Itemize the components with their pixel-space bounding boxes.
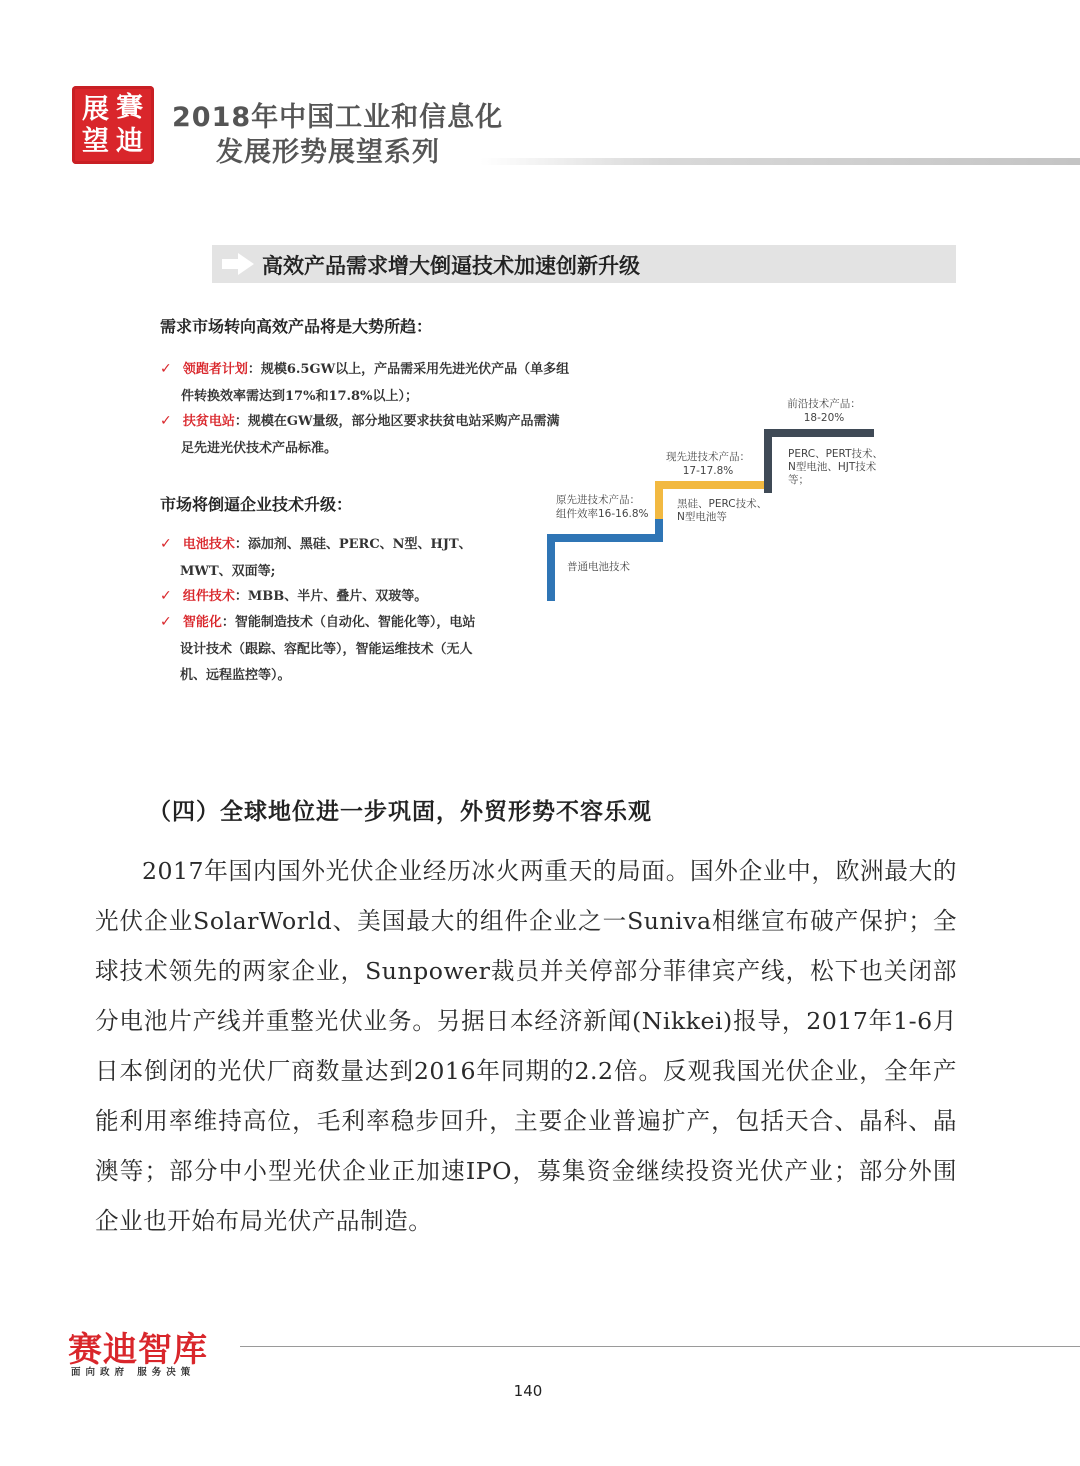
bullet-text: 件转换效率需达到17%和17.8%以上）； (181, 389, 418, 404)
bullet-label: 扶贫电站 (182, 414, 235, 429)
stair-inner-line: PERC、PERT技术、 (788, 448, 883, 460)
panel-heading-1: 需求市场转向高效产品将是大势所趋： (160, 317, 433, 336)
section-banner (212, 245, 956, 283)
header-title-line1: 2018年中国工业和信息化 (172, 102, 504, 133)
footer-tagline: 面向政府 服务决策 (71, 1367, 196, 1378)
bullet-label: 电池技术 (182, 537, 235, 552)
banner-title: 高效产品需求增大倒逼技术加速创新升级 (262, 254, 640, 278)
bullet-item (160, 533, 472, 552)
stair-label-line: 原先进技术产品： (556, 494, 640, 506)
stair-inner-2 (677, 498, 767, 524)
bullet-text: ：规模在GW量级，部分地区要求扶贫电站采购产品需满 (234, 414, 560, 429)
check-icon: ✓ (160, 413, 172, 429)
bullet-text: 设计技术（跟踪、容配比等），智能运维技术（无人 (180, 642, 473, 657)
bullet-item (160, 410, 560, 429)
footer-logo: 赛迪智库 (68, 1330, 208, 1370)
stair-inner-line: N型电池等 (677, 511, 727, 523)
bullet-text: ：MBB、半片、叠片、双玻等。 (234, 589, 428, 604)
bullet-text: 足先进光伏技术产品标准。 (181, 441, 338, 456)
check-icon: ✓ (160, 614, 172, 630)
stair-label-line: 18-20% (803, 412, 845, 424)
header-rule (480, 158, 1080, 165)
stair-inner-1: 普通电池技术 (567, 561, 630, 573)
bullet-text: ：添加剂、黑硅、PERC、N型、HJT、 (234, 537, 472, 552)
section-4-heading: （四）全球地位进一步巩固，外贸形势不容乐观 (148, 798, 652, 825)
arrow-right-icon (220, 252, 256, 276)
bullet-text: ：规模6.5GW以上，产品需采用先进光伏产品（单多组 (247, 362, 570, 377)
stair-inner-line: 黑硅、PERC技术、 (677, 498, 768, 510)
stair-label-3 (774, 397, 874, 425)
section-4-paragraph: 2017年国内国外光伏企业经历冰火两重天的局面。国外企业中，欧洲最大的光伏企业SolarWorld、美国最大的组件企业之一Suniva相继宣布破产保护；全球技术领先的两家企业，Sunpower裁员并关停部分菲律宾产线，松下也关闭部分电池片产线并重整光伏业务。另据日本经济新闻(Nikkei)报导，2017年1-6月日本倒闭的光伏厂商数量达到2016年同期的2.2倍。反观我国光伏企业，全年产能利用率维持高位，毛利率稳步回升，主要企业普遍扩产，包括天合、晶科、晶澳等；部分中小型光伏企业正加速IPO，募集资金继续投资光伏产业；部分外围企业也开始布局光伏产品制造。 (95, 857, 957, 1235)
header-title-line2: 发展形势展望系列 (216, 137, 440, 168)
stair-label-1 (556, 493, 649, 521)
stair-label-line: 17-17.8% (682, 465, 734, 477)
stair-inner-line: N型电池、HJT技术 (788, 461, 877, 473)
seal-char: 迪 (116, 126, 143, 157)
check-icon: ✓ (160, 536, 172, 552)
seal-char: 望 (82, 126, 109, 157)
seal-char: 賽 (116, 92, 143, 123)
bullet-text: MWT、双面等; (180, 564, 276, 579)
stair-label-line: 现先进技术产品： (666, 451, 750, 463)
bullet-text: ：智能制造技术（自动化、智能化等），电站 (221, 615, 476, 630)
bullet-item (160, 585, 427, 604)
stair-label-line: 组件效率16-16.8% (556, 508, 649, 520)
check-icon: ✓ (160, 588, 172, 604)
footer-rule (240, 1346, 1080, 1347)
page-number: 140 (513, 1382, 543, 1400)
stair-label-2 (658, 450, 758, 478)
check-icon: ✓ (160, 361, 172, 377)
stair-step-1 (551, 519, 659, 601)
bullet-item (160, 611, 475, 630)
panel-heading-2: 市场将倒逼企业技术升级： (160, 495, 353, 514)
bullet-label: 组件技术 (182, 589, 235, 604)
bullet-label: 智能化 (182, 615, 222, 630)
stair-label-line: 前沿技术产品： (787, 398, 861, 410)
bullet-text: 机、远程监控等）。 (180, 668, 291, 683)
seal-char: 展 (82, 94, 109, 125)
bullet-item (160, 358, 569, 377)
stair-inner-3 (788, 448, 883, 487)
bullet-label: 领跑者计划 (182, 362, 248, 377)
stair-inner-line: 等； (788, 474, 809, 486)
logo-seal (72, 86, 154, 164)
